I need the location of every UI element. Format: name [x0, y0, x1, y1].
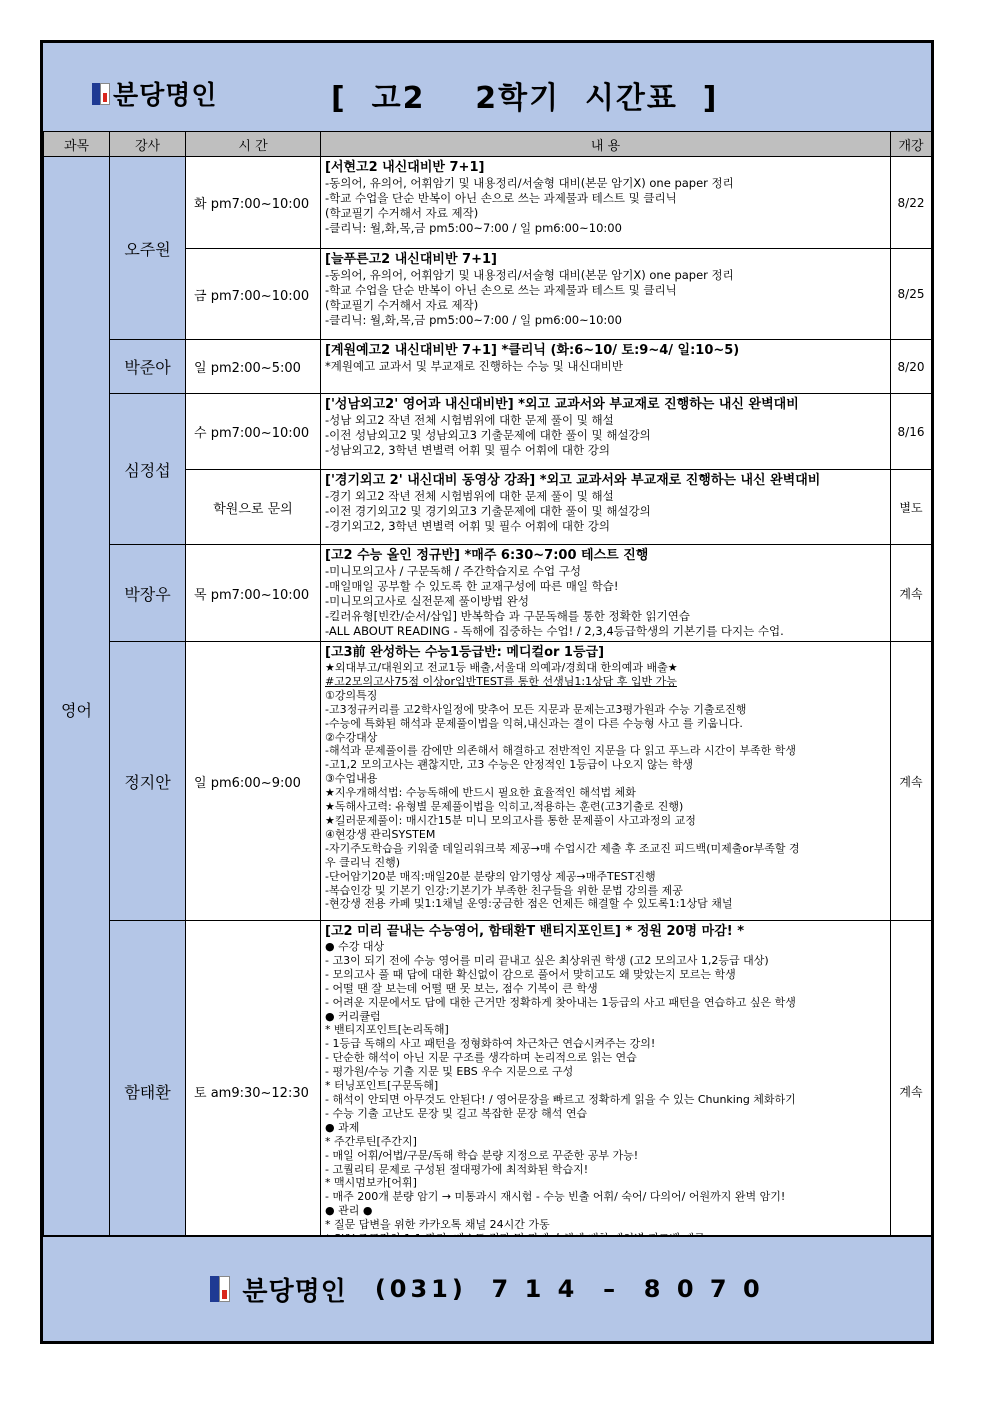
course-line: -이전 성남외고2 및 성남외고3 기출문제에 대한 풀이 및 해설강의: [325, 428, 651, 442]
subject-cell: 영어: [44, 157, 110, 1263]
course-line: ● 커리큘럼: [325, 1009, 381, 1023]
content-cell: [321, 394, 891, 470]
course-line: * 질문 답변을 위한 카카오톡 채널 24시간 가동: [325, 1218, 550, 1232]
course-line: -수능에 특화된 해석과 문제풀이법을 익혀,내신과는 결이 다른 수능형 사고 를 키웁니다.: [325, 716, 743, 730]
course-line: - 매일 어휘/어법/구문/독해 학습 분량 지정으로 꾸준한 공부 가능!: [325, 1148, 639, 1162]
course-title: [늘푸른고2 내신대비반 7+1]: [325, 252, 497, 267]
course-line: -미니모의고사 / 구문독해 / 주간학습지로 수업 구성: [325, 564, 582, 578]
time-cell: 수 pm7:00~10:00: [186, 394, 321, 470]
content-cell: [321, 157, 891, 249]
start-date-cell: 계속: [891, 642, 932, 921]
course-line: -매일매일 공부할 수 있도록 한 교재구성에 따른 매일 학습!: [325, 579, 619, 593]
course-line: * 주간루틴[주간지]: [325, 1134, 417, 1148]
instructor-cell: 오주원: [110, 157, 186, 340]
course-line: -ALL ABOUT READING - 독해에 집중하는 수업! / 2,3,4등급학생의 기본기를 다지는 수업.: [325, 624, 784, 638]
col-start: 개강: [891, 132, 932, 157]
column-header-row: [44, 132, 932, 157]
course-line: ★외대부고/대원외고 전교1등 배출,서울대 의예과/경희대 한의예과 배출★: [325, 661, 678, 674]
instructor-cell: 박장우: [110, 545, 186, 642]
col-subject: 과목: [44, 132, 110, 157]
course-line: (학교필기 수거해서 자료 제작): [325, 298, 479, 312]
course-line: - 매주 200개 분량 암기 → 미통과시 재시험 - 수능 빈출 어휘/ 숙어/ 다의어/ 어원까지 완벽 암기!: [325, 1190, 786, 1204]
course-line: -경기 외고2 작년 전체 시험범위에 대한 문제 풀이 및 해설: [325, 489, 614, 503]
course-line: ★킬러문제풀이: 매시간15분 미니 모의고사를 통한 문제풀이 사고과정의 교정: [325, 813, 696, 827]
course-line: -현강생 전용 카페 및1:1채널 운영:궁금한 점은 언제든 해결할 수 있도록1:1상담 채널: [325, 897, 733, 911]
time-cell: 금 pm7:00~10:00: [186, 249, 321, 340]
content-cell: [321, 642, 891, 921]
footer-brand-logo: [210, 1271, 346, 1308]
course-line: -성남외고2, 3학년 변별력 어휘 및 필수 어휘에 대한 강의: [325, 443, 610, 457]
start-date-cell: 계속: [891, 545, 932, 642]
brand-logo-icon: [210, 1276, 230, 1302]
course-line: -이전 경기외고2 및 경기외고3 기출문제에 대한 풀이 및 해설강의: [325, 504, 651, 518]
course-line: * 밴티지포인트[논리독해]: [325, 1023, 449, 1037]
content-cell: [321, 340, 891, 394]
time-cell: 토 am9:30~12:30: [186, 921, 321, 1263]
course-line: ★독해사고력: 유형별 문제풀이법을 익히고,적용하는 훈련(고3기출로 진행): [325, 800, 684, 814]
start-date-cell: 계속: [891, 921, 932, 1263]
time-cell: 일 pm6:00~9:00: [186, 642, 321, 921]
instructor-cell: 심정섭: [110, 394, 186, 545]
course-line: -고3정규커리를 고2학사일정에 맞추어 모든 지문과 문제는고3평가원과 수능 기출로진행: [325, 702, 747, 716]
course-line: *계원예고 교과서 및 부교재로 진행하는 수능 및 내신대비반: [325, 359, 623, 373]
table-row: [44, 545, 932, 642]
course-line: -클리닉: 월,화,목,금 pm5:00~7:00 / 일 pm6:00~10:00: [325, 313, 622, 327]
course-line: ● 관리 ●: [325, 1204, 373, 1218]
course-line: -학교 수업을 단순 반복이 아닌 손으로 쓰는 과제물과 테스트 및 클리닉: [325, 191, 677, 205]
start-date-cell: 8/20: [891, 340, 932, 394]
timetable: [43, 131, 932, 1263]
course-line: -동의어, 유의어, 어휘암기 및 내용정리/서술형 대비(본문 암기X) one paper 정리: [325, 176, 734, 190]
table-row: [44, 157, 932, 249]
course-line: -해석과 문제풀이를 감에만 의존해서 해결하고 전반적인 지문을 다 읽고 푸느라 시간이 부족한 학생: [325, 744, 796, 758]
course-line: - 어려운 지문에서도 답에 대한 근거만 정확하게 찾아내는 1등급의 사고 패턴을 연습하고 싶은 학생: [325, 995, 796, 1009]
course-line: -성남 외고2 작년 전체 시험범위에 대한 문제 풀이 및 해설: [325, 413, 614, 427]
phone-number: (031) 7 1 4 – 8 0 7 0: [374, 1275, 764, 1303]
start-date-cell: 8/16: [891, 394, 932, 470]
brand-name: 분당명인: [113, 81, 218, 111]
time-cell: 일 pm2:00~5:00: [186, 340, 321, 394]
course-line: - 수능 기출 고난도 문장 및 길고 복잡한 문장 해석 연습: [325, 1106, 588, 1120]
course-line: #고2모의고사75점 이상or입반TEST를 통한 선생님1:1상담 후 입반 가능: [325, 674, 677, 688]
course-line: -클리닉: 월,화,목,금 pm5:00~7:00 / 일 pm6:00~10:00: [325, 221, 622, 235]
time-cell: 목 pm7:00~10:00: [186, 545, 321, 642]
course-line: ①강의특징: [325, 688, 378, 702]
course-line: - 평가원/수능 기출 지문 및 EBS 우수 지문으로 구성: [325, 1065, 574, 1079]
course-line: - 어떨 땐 잘 보는데 어떨 땐 못 보는, 점수 기복이 큰 학생: [325, 981, 598, 995]
course-line: -미니모의고사로 실전문제 풀이방법 완성: [325, 594, 529, 608]
time-cell: 화 pm7:00~10:00: [186, 157, 321, 249]
course-line: ★지우개해석법: 수능독해에 반드시 필요한 효율적인 해석법 체화: [325, 786, 636, 800]
course-title: ['경기외고 2' 내신대비 동영상 강좌] *외고 교과서와 부교재로 진행하는 내신 완벽대비: [325, 473, 821, 488]
course-line: * 맥시멈보카[어휘]: [325, 1176, 417, 1190]
page-header: [43, 43, 931, 133]
course-title: [고3前 완성하는 수능1등급반: 메디컬or 1등급]: [325, 645, 605, 660]
course-line: - 모의고사 풀 때 답에 대한 확신없이 감으로 풀어서 맞히고도 왜 맞았는지 모르는 학생: [325, 967, 736, 981]
course-line: - 고3이 되기 전에 수능 영어를 미리 끝내고 싶은 최상위권 학생 (고2 모의고사 1,2등급 대상): [325, 953, 769, 967]
course-line: -자기주도학습을 키워줄 데일리워크북 제공→매 수업시간 제출 후 조교진 피드백(미제출or부족할 경: [325, 841, 800, 855]
col-instructor: 강사: [110, 132, 186, 157]
time-cell: 학원으로 문의: [186, 470, 321, 545]
course-line: - 1등급 독해의 사고 패턴을 정형화하여 차근차근 연습시켜주는 강의!: [325, 1037, 656, 1051]
content-cell: [321, 545, 891, 642]
course-title: [계원예고2 내신대비반 7+1] *클리닉 (화:6~10/ 토:9~4/ 일:10~5): [325, 343, 740, 358]
brand-logo-icon: [92, 83, 110, 105]
course-line: -학교 수업을 단순 반복이 아닌 손으로 쓰는 과제물과 테스트 및 클리닉: [325, 283, 677, 297]
course-line: * 터닝포인트[구문독해]: [325, 1079, 439, 1093]
course-title: [고2 수능 올인 정규반] *매주 6:30~7:00 테스트 진행: [325, 548, 649, 563]
course-title: [서현고2 내신대비반 7+1]: [325, 160, 485, 175]
instructor-cell: 박준아: [110, 340, 186, 394]
start-date-cell: 별도: [891, 470, 932, 545]
course-title: ['성남외고2' 영어과 내신대비반] *외고 교과서와 부교재로 진행하는 내신 완벽대비: [325, 397, 799, 412]
table-row: [44, 642, 932, 921]
col-time: 시 간: [186, 132, 321, 157]
table-row: [44, 921, 932, 1263]
course-line: -킬러유형[빈칸/순서/삽입] 반복학습 과 구문독해를 통한 정확한 읽기연습: [325, 609, 690, 623]
course-line: ②수강대상: [325, 730, 378, 744]
course-line: - 고퀄리티 문제로 구성된 절대평가에 최적화된 학습지!: [325, 1162, 589, 1176]
content-cell: [321, 921, 891, 1263]
course-line: - 해석이 안되면 아무것도 안된다! / 영어문장을 빠르고 정확하게 읽을 수 있는 Chunking 체화하기: [325, 1092, 796, 1106]
course-line: -경기외고2, 3학년 변별력 어휘 및 필수 어휘에 대한 강의: [325, 519, 610, 533]
instructor-cell: 함태환: [110, 921, 186, 1263]
content-cell: [321, 249, 891, 340]
start-date-cell: 8/25: [891, 249, 932, 340]
content-cell: [321, 470, 891, 545]
course-line: (학교필기 수거해서 자료 제작): [325, 206, 479, 220]
instructor-cell: 정지안: [110, 642, 186, 921]
course-line: -동의어, 유의어, 어휘암기 및 내용정리/서술형 대비(본문 암기X) one paper 정리: [325, 268, 734, 282]
course-line: -고1,2 모의고사는 괜찮지만, 고3 수능은 안정적인 1등급이 나오지 않는 학생: [325, 758, 693, 772]
course-title: [고2 미리 끝내는 수능영어, 함태환T 밴티지포인트] * 정원 20명 마감! *: [325, 924, 745, 939]
timetable-frame: [40, 40, 934, 1344]
table-row: [44, 340, 932, 394]
col-content: 내 용: [321, 132, 891, 157]
brand-logo: [92, 75, 217, 112]
course-line: ● 수강 대상: [325, 940, 385, 953]
start-date-cell: 8/22: [891, 157, 932, 249]
page-footer: [43, 1235, 931, 1341]
course-line: -복습인강 및 기본기 인강:기본기가 부족한 친구들을 위한 문법 강의를 제공: [325, 883, 683, 897]
footer-brand-name: 분당명인: [242, 1276, 347, 1307]
course-line: 우 클리닉 진행): [325, 855, 401, 869]
table-row: [44, 394, 932, 470]
course-line: ④현강생 관리SYSTEM: [325, 827, 436, 841]
course-line: ● 과제: [325, 1120, 360, 1134]
course-line: ③수업내용: [325, 772, 378, 786]
page-title: [ 고2 2학기 시간표 ]: [331, 81, 719, 116]
course-line: -단어암기20분 매직:매일20분 분량의 암기영상 제공→매주TEST진행: [325, 869, 656, 883]
course-line: - 단순한 해석이 아닌 지문 구조를 생각하며 논리적으로 읽는 연습: [325, 1051, 637, 1065]
